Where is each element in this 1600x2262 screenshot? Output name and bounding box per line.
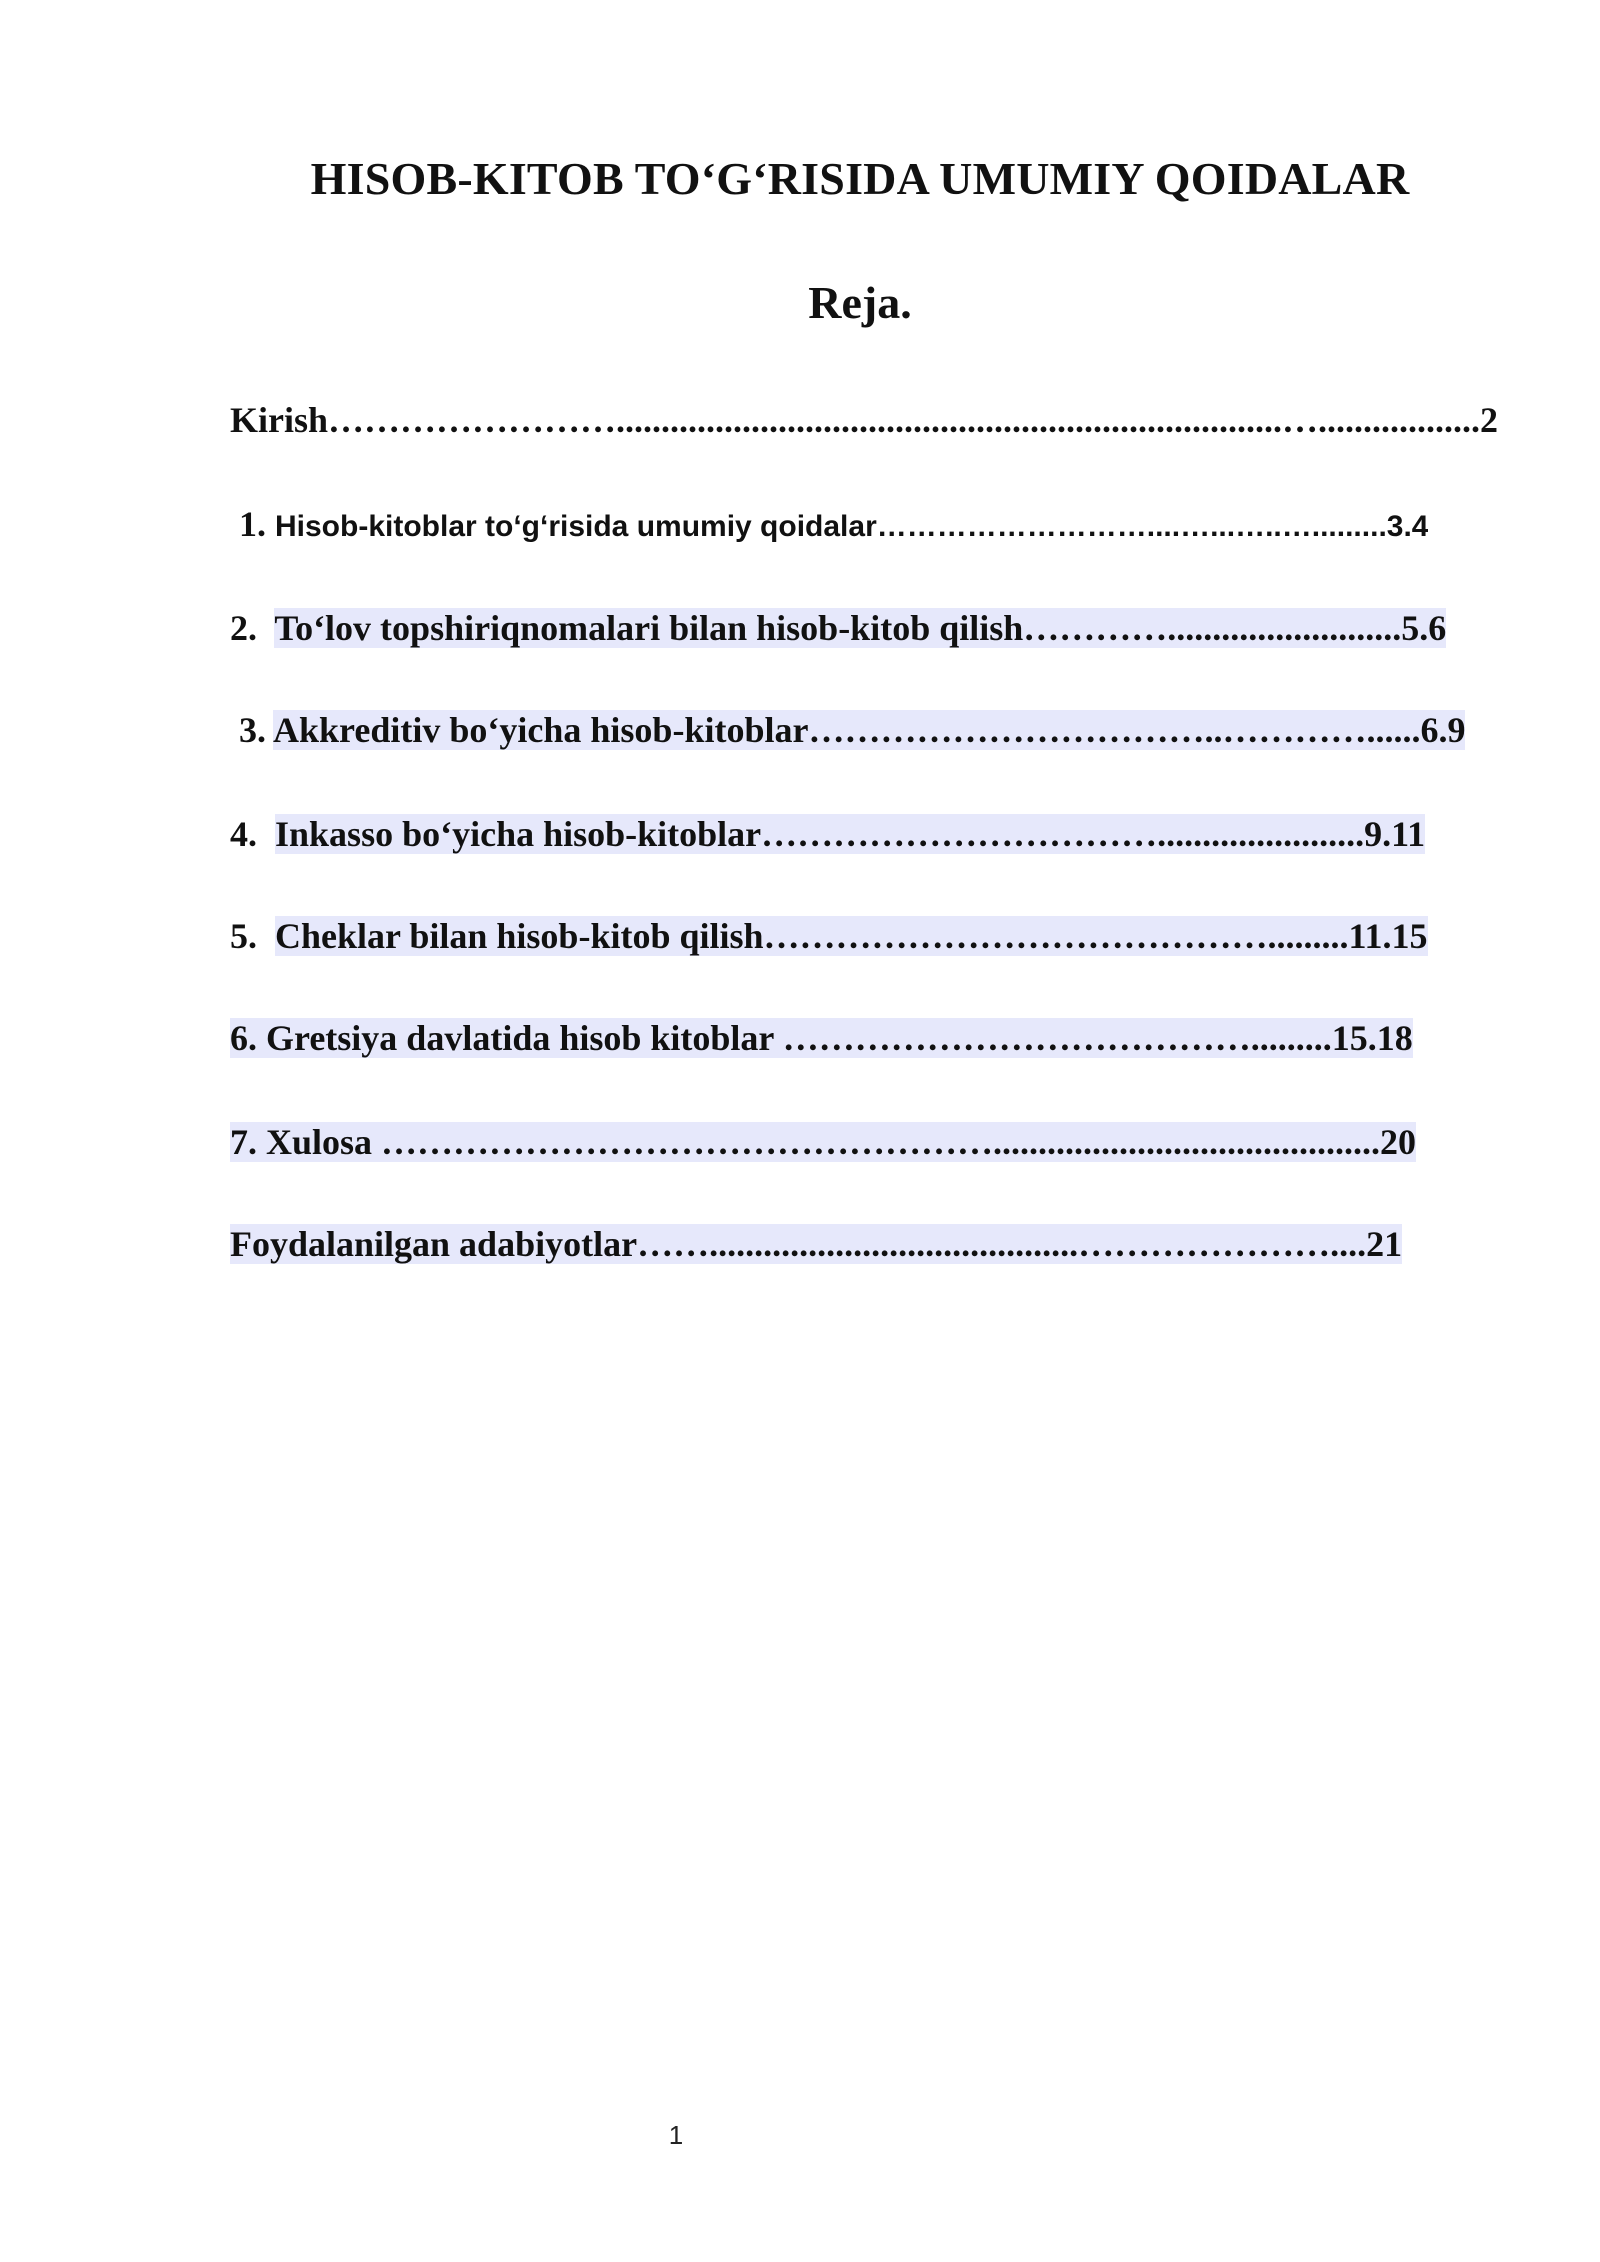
toc-entry-4[interactable] <box>230 812 1425 856</box>
toc-entry-text: To‘lov topshiriqnomalari bilan hisob-kitob qilish…………..........................5.6 <box>274 608 1447 648</box>
page-number: 1 <box>668 2120 684 2150</box>
document-subtitle: Reja. <box>808 277 912 328</box>
toc-entry-text: Kirish……………………..........................................................................…..................2 <box>230 400 1499 440</box>
toc-entry-text: Cheklar bilan hisob-kitob qilish…………………………………….........11.15 <box>275 916 1428 956</box>
toc-entry-text: Hisob-kitoblar to‘g‘risida umumiy qoidalar………………………....…...…..….........3.4 <box>275 510 1429 543</box>
toc-entry-text: 7. Xulosa ……………………………………………...........................................20 <box>230 1122 1417 1162</box>
toc-entry-3[interactable] <box>230 708 1465 752</box>
toc-entry-number: 5. <box>230 916 275 956</box>
toc-entry-kirish[interactable] <box>230 398 1498 442</box>
toc-entry-5[interactable] <box>230 914 1428 958</box>
toc-entry-text: Akkreditiv bo‘yicha hisob-kitoblar……………………………..…………......6.9 <box>273 710 1466 750</box>
toc-entry-number: 2. <box>230 608 275 648</box>
toc-entry-text: Inkasso bo‘yicha hisob-kitoblar…………………………….......................9.11 <box>275 814 1426 854</box>
toc-entry-6[interactable] <box>230 1016 1413 1060</box>
toc-entry-2[interactable] <box>230 606 1446 650</box>
toc-entry-references[interactable] <box>230 1222 1402 1266</box>
toc-entry-number: 1. <box>230 504 275 544</box>
toc-entry-text: 6. Gretsiya davlatida hisob kitoblar ………………………………….........15.18 <box>230 1018 1413 1058</box>
toc-entry-text: Foydalanilgan adabiyotlar…….........................................…………………....21 <box>230 1224 1403 1264</box>
toc-entry-number: 4. <box>230 814 275 854</box>
toc-entry-1[interactable] <box>230 502 1428 546</box>
document-title: HISOB-KITOB TO‘G‘RISIDA UMUMIY QOIDALAR <box>310 153 1410 204</box>
toc-entry-number: 3. <box>230 710 274 750</box>
toc-entry-7[interactable] <box>230 1120 1416 1164</box>
